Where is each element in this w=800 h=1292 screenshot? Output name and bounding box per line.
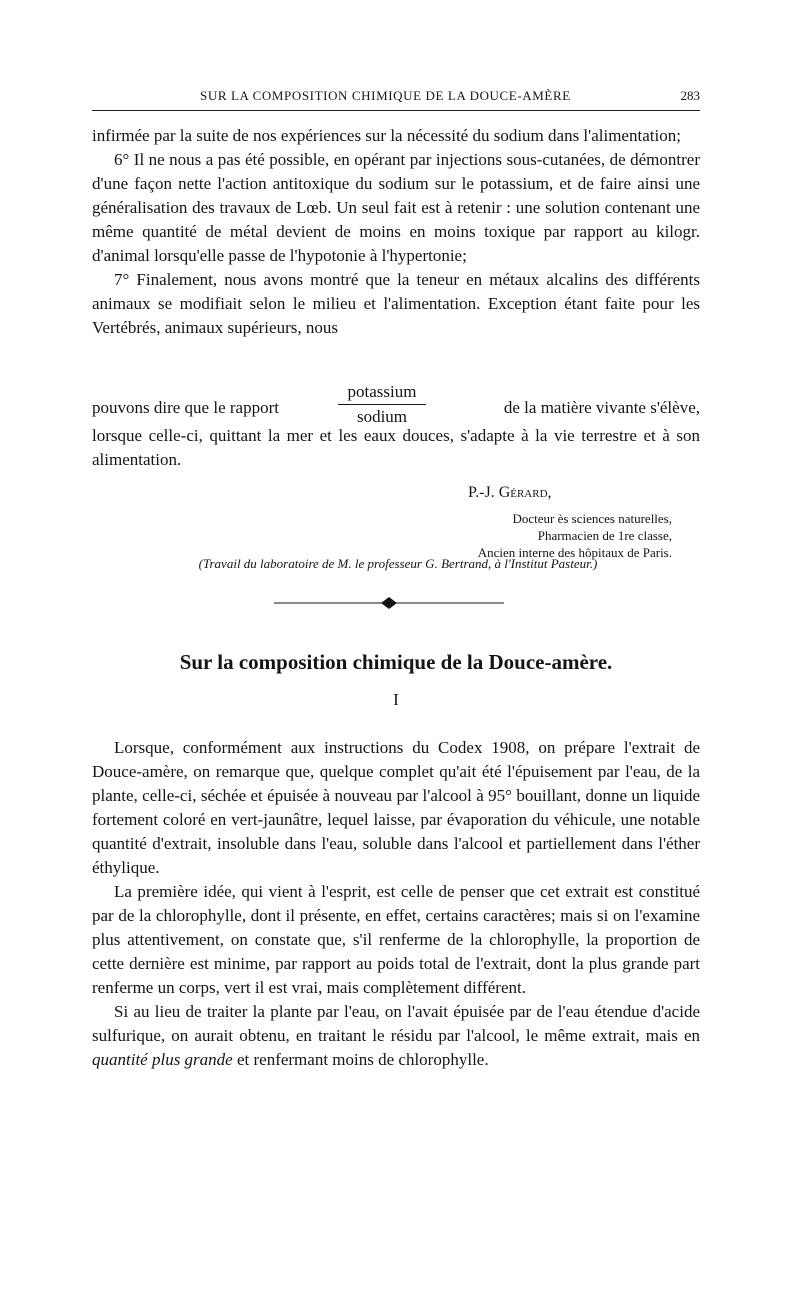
- running-title: SUR LA COMPOSITION CHIMIQUE DE LA DOUCE-AMÈRE: [200, 88, 571, 103]
- fraction-bar: [338, 404, 426, 405]
- author-surname: Gérard: [498, 484, 548, 501]
- text-block-douce-amere: [92, 736, 700, 1072]
- ratio-formula-line: [92, 382, 700, 430]
- text-block-conclusions: [92, 124, 700, 340]
- laboratory-note: (Travail du laboratoire de M. le professeur G. Bertrand, à l'Institut Pasteur.): [198, 556, 598, 571]
- paragraph-sulfuric-text: Si au lieu de traiter la plante par l'eau, on l'avait épuisée par de l'eau étendue d'acide sulfurique, on aurait obtenu, en traitant le résidu par l'alcool, le même extrait, mais en: [92, 1002, 700, 1045]
- ratio-text-after: de la matière vivante s'élève,: [503, 398, 700, 417]
- section-title: Sur la composition chimique de la Douce-amère.: [179, 650, 613, 674]
- credential-line: Docteur ès sciences naturelles,: [512, 511, 672, 526]
- author-initials: P.-J.: [468, 484, 499, 501]
- paragraph-sulfuric-end: et renfermant moins de chlorophylle.: [232, 1050, 489, 1069]
- credential-line: Ancien interne des hôpitaux de Paris.: [477, 545, 672, 560]
- ratio-fraction: [334, 382, 430, 427]
- author-signature-name: [468, 484, 552, 502]
- paragraph-sulfuric-emphasis: quantité plus grande: [92, 1050, 233, 1069]
- paragraph-sulfuric: [92, 1000, 700, 1072]
- ratio-text-before: pouvons dire que le rapport: [92, 398, 279, 417]
- section-divider-ornament: [274, 596, 504, 610]
- page-number: 283: [680, 88, 700, 103]
- author-credentials: [352, 510, 672, 561]
- text-block-final-sentence: [92, 424, 700, 472]
- fraction-denominator: sodium: [356, 407, 408, 426]
- paragraph-continuation: infirmée par la suite de nos expériences sur la nécessité du sodium dans l'alimentation;: [92, 126, 681, 145]
- paragraph-final-sentence: lorsque celle-ci, quittant la mer et les eaux douces, s'adapte à la vie terrestre et à son alimentation.: [92, 426, 700, 469]
- section-number: I: [393, 690, 399, 709]
- running-header: [92, 88, 700, 111]
- fraction-numerator: potassium: [347, 382, 417, 401]
- paragraph-point-7: 7° Finalement, nous avons montré que la teneur en métaux alcalins des différents animaux se modifiait selon le milieu et l'alimentation. Exception étant faite pour les Vertébrés, animaux supérieurs, nous: [92, 270, 700, 337]
- credential-line: Pharmacien de 1re classe,: [537, 528, 672, 543]
- paragraph-point-6: 6° Il ne nous a pas été possible, en opérant par injections sous-cutanées, de démontrer d'une façon nette l'action antitoxique du sodium sur le potassium, et de faire ainsi une généralisation des travaux de Lœb. Un seul fait est à retenir : une solution contenant une même quantité de métal devient de moins en moins toxique par rapport au kilogr. d'animal lorsqu'elle passe de l'hypotonie à l'hypertonie;: [92, 150, 700, 265]
- divider-diamond: [381, 597, 397, 609]
- author-name-comma: ,: [547, 484, 552, 501]
- paragraph-codex: Lorsque, conformément aux instructions du Codex 1908, on prépare l'extrait de Douce-amère, on remarque que, quelque complet qu'ait été l'épuisement par l'eau, de la plante, celle-ci, séchée et épuisée à nouveau par l'alcool à 95° bouillant, donne un liquide fortement coloré en vert-jaunâtre, lequel laisse, par évaporation du véhicule, une notable quantité d'extrait, insoluble dans l'eau, soluble dans l'alcool et partiellement dans l'éther éthylique.: [92, 738, 700, 877]
- paragraph-first-idea: La première idée, qui vient à l'esprit, est celle de penser que cet extrait est constitué par de la chlorophylle, dont il présente, en effet, certains caractères; mais si on l'examine plus attentivement, on constate que, s'il renferme de la chlorophylle, la proportion de cette dernière est minime, par rapport au poids total de l'extrait, dont la plus grande part renferme un corps, vert il est vrai, mais complètement différent.: [92, 882, 700, 997]
